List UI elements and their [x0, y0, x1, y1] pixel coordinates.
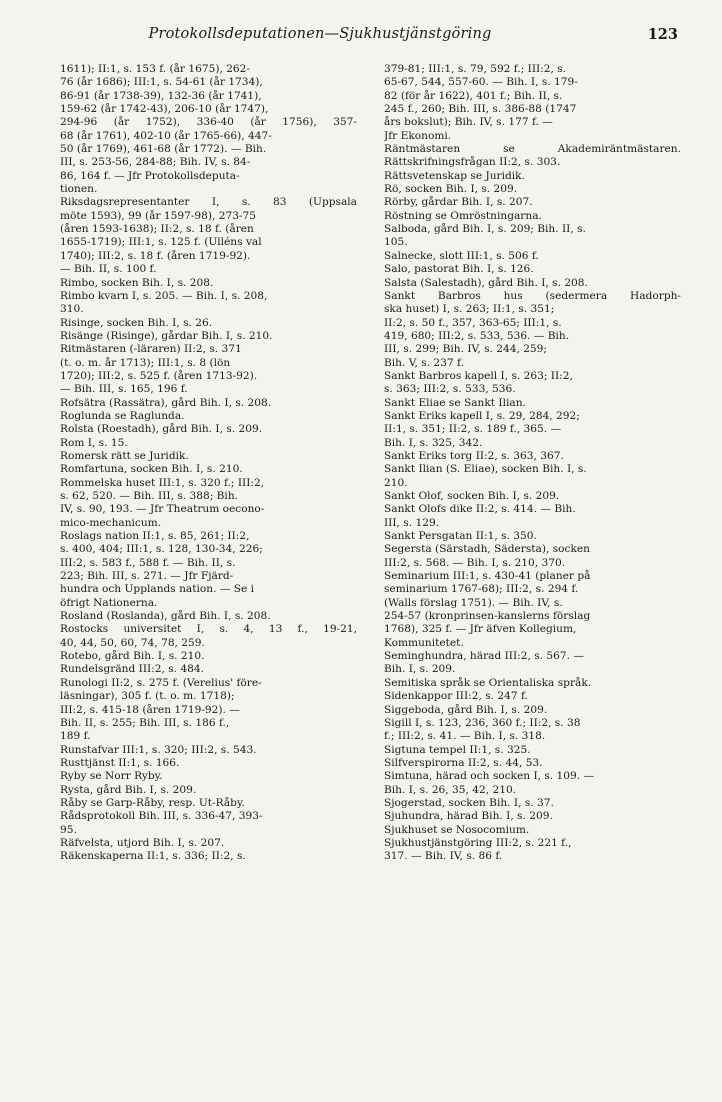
index-line: Sjogerstad, socken Bih. I, s. 37.: [384, 796, 554, 809]
index-line: Bih. I, s. 325, 342.: [384, 436, 483, 449]
index-line: Rostocks universitet I, s. 4, 13 f., 19-21,: [60, 623, 357, 636]
index-line: Sigill I, s. 123, 236, 360 f.; II:2, s. 38: [384, 716, 581, 729]
index-line: Bih. I, s. 209.: [384, 663, 456, 676]
index-line: III:2, s. 568. — Bih. I, s. 210, 370.: [384, 556, 566, 569]
index-line: Risänge (Risinge), gårdar Bih. I, s. 210.: [60, 329, 273, 342]
index-line: ska huset) I, s. 263; II:1, s. 351;: [384, 303, 555, 316]
index-line: 1768), 325 f. — Jfr äfven Kollegium,: [384, 623, 577, 636]
index-line: Rimbo kvarn I, s. 205. — Bih. I, s. 208,: [60, 289, 268, 302]
index-line: Roglunda se Raglunda.: [60, 409, 185, 422]
index-line: Rö, socken Bih. I, s. 209.: [384, 183, 518, 196]
index-line: 76 (år 1686); III:1, s. 54-61 (år 1734),: [60, 76, 263, 89]
index-line: Sankt Persgatan II:1, s. 350.: [384, 530, 537, 543]
index-line: 245 f., 260; Bih. III, s. 386-88 (1747: [384, 103, 577, 116]
index-line: Jfr Ekonomi.: [384, 129, 452, 142]
index-line: Runstafvar III:1, s. 320; III:2, s. 543.: [60, 743, 257, 756]
index-line: 294-96 (år 1752), 336-40 (år 1756), 357-: [60, 116, 357, 129]
index-line: s. 363; III:2, s. 533, 536.: [384, 383, 516, 396]
index-line: 1720); III:2, s. 525 f. (åren 1713-92).: [60, 369, 258, 382]
index-line: Rom I, s. 15.: [60, 436, 128, 449]
index-line: 1655-1719); III:1, s. 125 f. (Ulléns val: [60, 236, 262, 249]
index-line: s. 400, 404; III:1, s. 128, 130-34, 226;: [60, 543, 263, 556]
index-line: Kommunitetet.: [384, 636, 464, 649]
index-line: Romfartuna, socken Bih. I, s. 210.: [60, 463, 243, 476]
index-line: 68 (år 1761), 402-10 (år 1765-66), 447-: [60, 129, 272, 142]
index-line: Salsta (Salestadh), gård Bih. I, s. 208.: [384, 276, 588, 289]
index-line: Räfvelsta, utjord Bih. I, s. 207.: [60, 836, 225, 849]
index-line: Räntmästaren se Akademiräntmästaren.: [384, 143, 681, 156]
index-line: 419, 680; III:2, s. 533, 536. — Bih.: [384, 329, 570, 342]
index-line: Sankt Eriks torg II:2, s. 363, 367.: [384, 449, 564, 462]
index-line: Semitiska språk se Orientaliska språk.: [384, 676, 592, 689]
index-line: Salo, pastorat Bih. I, s. 126.: [384, 263, 534, 276]
index-line: mico-mechanicum.: [60, 516, 162, 529]
index-line: — Bih. II, s. 100 f.: [60, 263, 157, 276]
index-line: 159-62 (år 1742-43), 206-10 (år 1747),: [60, 103, 269, 116]
index-line: 86-91 (år 1738-39), 132-36 (år 1741),: [60, 89, 262, 102]
index-line: läsningar), 305 f. (t. o. m. 1718);: [60, 690, 235, 703]
index-line: Sankt Barbros hus (sedermera Hadorph-: [384, 289, 681, 302]
index-line: 210.: [384, 476, 408, 489]
index-line: Sankt Olof, socken Bih. I, s. 209.: [384, 490, 560, 502]
index-line: Risinge, socken Bih. I, s. 26.: [60, 316, 213, 329]
index-line: Rolsta (Roestadh), gård Bih. I, s. 209.: [60, 423, 263, 436]
index-line: Sjukhustjänstgöring III:2, s. 221 f.,: [384, 836, 572, 849]
index-line: Seminarium III:1, s. 430-41 (planer på: [384, 570, 591, 583]
index-line: Rysta, gård Bih. I, s. 209.: [60, 783, 197, 796]
index-line: III, s. 253-56, 284-88; Bih. IV, s. 84-: [60, 156, 251, 169]
page-header: [60, 24, 680, 48]
index-line: Ryby se Norr Ryby.: [60, 770, 163, 783]
index-line: hundra och Upplands nation. — Se i: [60, 583, 255, 596]
index-line: Riksdagsrepresentanter I, s. 83 (Uppsala: [60, 196, 357, 209]
index-line: Sankt Barbros kapell I, s. 263; II:2,: [384, 369, 573, 382]
index-line: Sidenkappor III:2, s. 247 f.: [384, 690, 528, 703]
index-line: — Bih. III, s. 165, 196 f.: [60, 383, 188, 396]
index-line: II:2, s. 50 f., 357, 363-65; III:1, s.: [384, 316, 562, 329]
index-line: Rosland (Roslanda), gård Bih. I, s. 208.: [60, 610, 271, 623]
index-line: (t. o. m. år 1713); III:1, s. 8 (lön: [60, 356, 231, 369]
index-line: Salnecke, slott III:1, s. 506 f.: [384, 249, 539, 262]
index-line: Rättskrifningsfrågan II:2, s. 303.: [384, 156, 561, 169]
index-line: 310.: [60, 303, 84, 316]
index-line: Sjukhuset se Nosocomium.: [384, 823, 530, 836]
index-line: Rofsätra (Rassätra), gård Bih. I, s. 208.: [60, 396, 272, 409]
index-line: Rommelska huset III:1, s. 320 f.; III:2,: [60, 476, 265, 489]
index-line: III, s. 299; Bih. IV, s. 244, 259;: [384, 343, 547, 356]
index-line: Rådsprotokoll Bih. III, s. 336-47, 393-: [60, 810, 263, 823]
index-line: Rättsvetenskap se Juridik.: [384, 169, 525, 182]
right-column: [384, 63, 681, 864]
index-line: möte 1593), 99 (år 1597-98), 273-75: [60, 209, 257, 222]
index-line: 317. — Bih. IV, s. 86 f.: [384, 850, 503, 863]
index-line: Rörby, gårdar Bih. I, s. 207.: [384, 196, 533, 209]
index-line: 50 (år 1769), 461-68 (år 1772). — Bih.: [60, 143, 267, 156]
index-line: Bih. V, s. 237 f.: [384, 356, 464, 369]
index-line: Runologi II:2, s. 275 f. (Verelius' före-: [60, 676, 262, 689]
index-line: 105.: [384, 236, 408, 249]
index-line: 65-67, 544, 557-60. — Bih. I, s. 179-: [384, 76, 578, 89]
index-line: Rundelsgränd III:2, s. 484.: [60, 663, 204, 676]
index-line: Rusttjänst II:1, s. 166.: [60, 756, 180, 769]
index-line: III:2, s. 583 f., 588 f. — Bih. II, s.: [60, 556, 236, 569]
index-line: 86, 164 f. — Jfr Protokollsdeputa-: [60, 169, 240, 182]
index-line: Sankt Eliae se Sankt Ilian.: [384, 396, 526, 409]
index-line: Segersta (Särstadh, Sädersta), socken: [384, 543, 590, 556]
index-line: Rotebo, gård Bih. I, s. 210.: [60, 650, 205, 663]
index-line: Bih. II, s. 255; Bih. III, s. 186 f.,: [60, 716, 230, 729]
index-line: års bokslut); Bih. IV, s. 177 f. —: [384, 116, 553, 129]
index-line: Siggeboda, gård Bih. I, s. 209.: [384, 703, 548, 716]
index-line: IV, s. 90, 193. — Jfr Theatrum oecono-: [60, 503, 265, 516]
index-line: 82 (för år 1622), 401 f.; Bih. II, s.: [384, 89, 563, 102]
index-line: f.; III:2, s. 41. — Bih. I, s. 318.: [384, 730, 546, 743]
index-line: Sankt Olofs dike II:2, s. 414. — Bih.: [384, 503, 576, 516]
index-line: öfrigt Nationerna.: [60, 596, 158, 609]
index-line: Bih. I, s. 26, 35, 42, 210.: [384, 783, 517, 796]
index-line: 254-57 (kronprinsen-kanslerns förslag: [384, 610, 591, 623]
index-line: Sankt Ilian (S. Eliae), socken Bih. I, s.: [384, 463, 587, 476]
index-line: III:2, s. 415-18 (åren 1719-92). —: [60, 703, 240, 716]
index-line: Salboda, gård Bih. I, s. 209; Bih. II, s.: [384, 223, 586, 236]
index-line: 379-81; III:1, s. 79, 592 f.; III:2, s.: [384, 63, 567, 75]
index-line: Råby se Garp-Råby, resp. Ut-Råby.: [60, 796, 245, 809]
index-line: Sankt Eriks kapell I, s. 29, 284, 292;: [384, 409, 580, 422]
index-line: (åren 1593-1638); II:2, s. 18 f. (åren: [60, 223, 254, 236]
index-line: Sigtuna tempel II:1, s. 325.: [384, 743, 531, 756]
index-line: Roslags nation II:1, s. 85, 261; II:2,: [60, 530, 250, 543]
index-line: Rimbo, socken Bih. I, s. 208.: [60, 276, 214, 289]
index-line: II:1, s. 351; II:2, s. 189 f., 365. —: [384, 423, 562, 436]
index-line: 1740); III:2, s. 18 f. (åren 1719-92).: [60, 249, 251, 262]
index-line: (Walls förslag 1751). — Bih. IV, s.: [384, 596, 563, 609]
index-line: Röstning se Omröstningarna.: [384, 209, 542, 222]
index-line: tionen.: [60, 183, 98, 196]
index-line: Seminghundra, härad III:2, s. 567. —: [384, 650, 584, 663]
index-line: 189 f.: [60, 730, 91, 743]
index-line: Silfverspirorna II:2, s. 44, 53.: [384, 756, 543, 769]
index-line: Sjuhundra, härad Bih. I, s. 209.: [384, 810, 553, 823]
index-line: 223; Bih. III, s. 271. — Jfr Fjärd-: [60, 570, 234, 583]
index-line: Räkenskaperna II:1, s. 336; II:2, s.: [60, 850, 246, 863]
index-line: 40, 44, 50, 60, 74, 78, 259.: [60, 636, 205, 649]
index-line: s. 62, 520. — Bih. III, s. 388; Bih.: [60, 490, 239, 502]
page-number: 123: [647, 26, 678, 43]
index-line: seminarium 1767-68); III:2, s. 294 f.: [384, 583, 579, 596]
index-line: 95.: [60, 823, 77, 836]
index-line: Romersk rätt se Juridik.: [60, 449, 189, 462]
running-title: Protokollsdeputationen—Sjukhustjänstgöring: [148, 26, 492, 42]
index-line: Simtuna, härad och socken I, s. 109. —: [384, 770, 595, 783]
index-line: 1611); II:1, s. 153 f. (år 1675), 262-: [60, 63, 250, 75]
index-line: III, s. 129.: [384, 516, 440, 529]
left-column: [60, 63, 357, 864]
index-line: Ritmästaren (-läraren) II:2, s. 371: [60, 343, 242, 356]
